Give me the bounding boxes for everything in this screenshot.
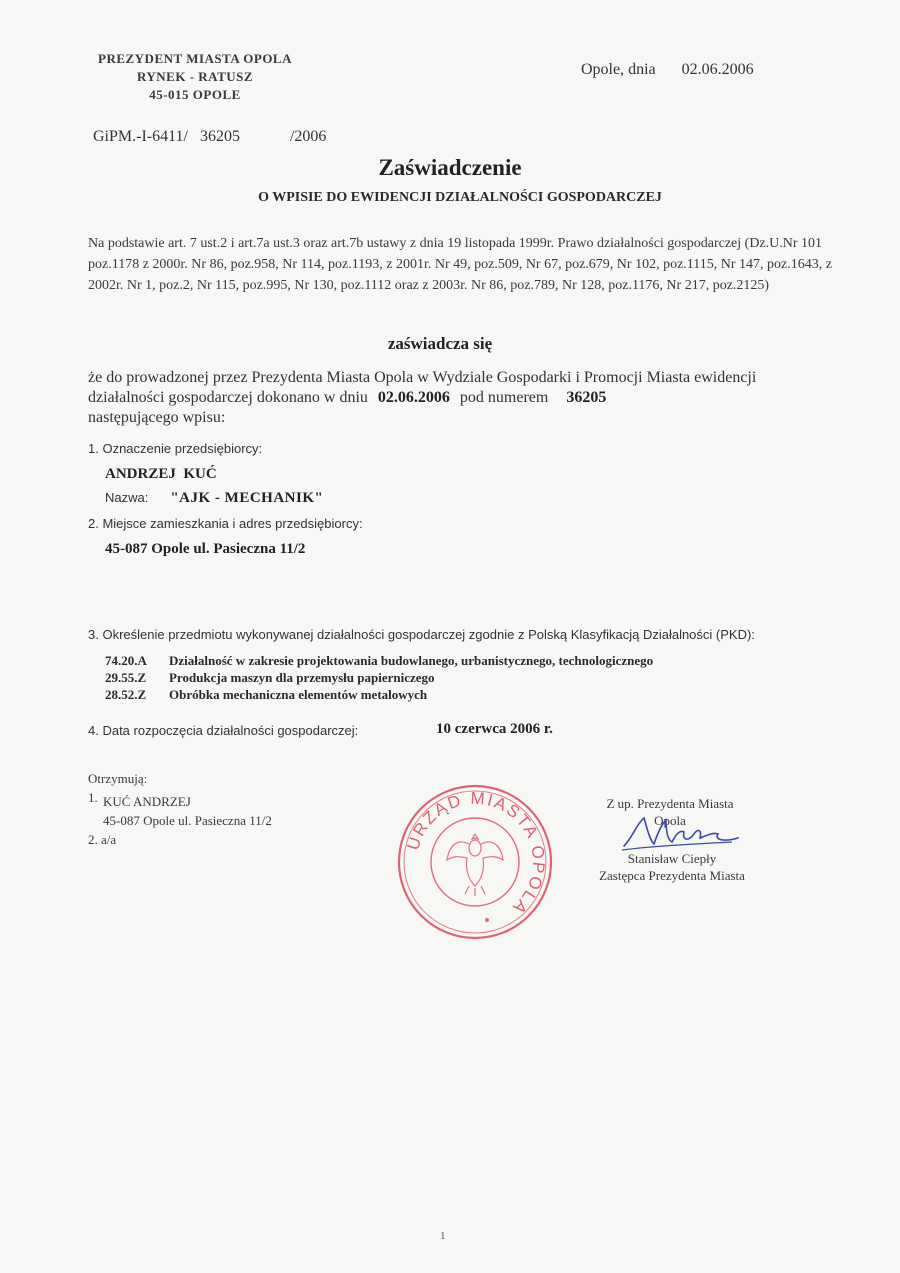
reference-number-value: 36205	[199, 128, 240, 145]
signer-name: Stanisław Ciepły	[627, 851, 717, 866]
issuer-header	[80, 50, 310, 104]
pkd-desc: Działalność w zakresie projektowania budowlanego, urbanistycznego, technologicznego	[169, 653, 654, 668]
section4-label: 4. Data rozpoczęcia działalności gospodarczej:	[88, 723, 359, 738]
reference-suffix: /2006	[289, 128, 327, 145]
eagle-emblem-icon	[447, 834, 503, 896]
section1-label: 1. Oznaczenie przedsiębiorcy:	[88, 441, 263, 456]
business-name-label: Nazwa:	[105, 490, 149, 505]
pkd-list	[105, 652, 653, 703]
date-line	[581, 61, 754, 79]
list-item	[105, 652, 653, 669]
date-label: Opole, dnia	[581, 61, 656, 78]
signer-role: Zastępca Prezydenta Miasta	[599, 868, 745, 883]
official-stamp	[395, 782, 555, 942]
page-number: 1	[440, 1230, 446, 1242]
reference-prefix: GiPM.-I-6411/	[93, 128, 188, 145]
pkd-code: 28.52.Z	[105, 687, 147, 702]
pkd-code: 29.55.Z	[105, 670, 147, 685]
svg-text:URZĄD MIASTA OPOLA	[403, 789, 548, 919]
recipients-label: Otrzymują:	[88, 771, 148, 786]
legal-basis: Na podstawie art. 7 ust.2 i art.7a ust.3 oraz art.7b ustawy z dnia 19 listopada 1999r. Prawo działalności gospodarczej (Dz.U.Nr 101 poz.1178 z 2000r. Nr 86, poz.958, Nr 114, poz.1193, z 2001r. Nr 49, poz.509, Nr 67, poz.679, Nr 102, poz.1115, Nr 147, poz.1643, z 2002r. Nr 1, poz.2, Nr 115, poz.995, Nr 130, poz.1112 oraz z 2003r. Nr 86, poz.789, Nr 128, poz.1176, Nr 217, poz.2125)	[88, 236, 832, 293]
handwritten-signature	[614, 812, 744, 854]
intro-date: 02.06.2006	[377, 389, 450, 406]
intro-part1: że do prowadzonej przez Prezydenta Miasta Opola w Wydziale Gospodarki i Promocji Miasta ewidencji działalności gospodarczej dokonano w dniu	[88, 369, 757, 406]
reference-number	[93, 128, 326, 146]
pkd-desc: Obróbka mechaniczna elementów metalowych	[169, 687, 428, 702]
section3-label: 3. Określenie przedmiotu wykonywanej działalności gospodarczej zgodnie z Polską Klasyfikacją Działalności (PKD):	[88, 627, 755, 642]
certifies-heading: zaświadcza się	[387, 334, 493, 353]
issuer-line3: 45-015 OPOLE	[149, 87, 241, 102]
issuer-line2: RYNEK - RATUSZ	[136, 69, 254, 84]
business-name-value: "AJK - MECHANIK"	[170, 490, 324, 506]
document-subtitle: O WPISIE DO EWIDENCJI DZIAŁALNOŚCI GOSPODARCZEJ	[258, 190, 662, 205]
list-item	[105, 686, 653, 703]
intro-part3: następującego wpisu:	[88, 409, 226, 426]
list-item	[105, 669, 653, 686]
issuer-line1: PREZYDENT MIASTA OPOLA	[98, 51, 292, 66]
recipient-1-address: 45-087 Opole ul. Pasieczna 11/2	[103, 813, 272, 828]
date-value: 02.06.2006	[681, 61, 754, 78]
signer-block	[572, 850, 772, 884]
section2-label: 2. Miejsce zamieszkania i adres przedsiębiorcy:	[88, 516, 363, 531]
recipient-2: 2. a/a	[88, 832, 117, 847]
signature-line1: Z up. Prezydenta Miasta	[606, 796, 734, 811]
document-title: Zaświadczenie	[378, 155, 522, 180]
stamp-text: URZĄD MIASTA OPOLA	[403, 788, 549, 919]
intro-number: 36205	[566, 389, 607, 406]
business-address: 45-087 Opole ul. Pasieczna 11/2	[105, 541, 306, 557]
owner-name: ANDRZEJ KUĆ	[105, 466, 217, 482]
recipient-1-name: KUĆ ANDRZEJ	[103, 794, 191, 809]
intro-paragraph	[88, 368, 808, 428]
start-date-value: 10 czerwca 2006 r.	[436, 721, 553, 737]
pkd-desc: Produkcja maszyn dla przemysłu papierniczego	[169, 670, 435, 685]
signature-line2: Opola	[654, 813, 686, 828]
pkd-code: 74.20.A	[105, 653, 147, 668]
intro-part2: pod numerem	[459, 389, 549, 406]
recipient-1-number: 1.	[88, 790, 98, 805]
business-name-row	[105, 489, 323, 507]
